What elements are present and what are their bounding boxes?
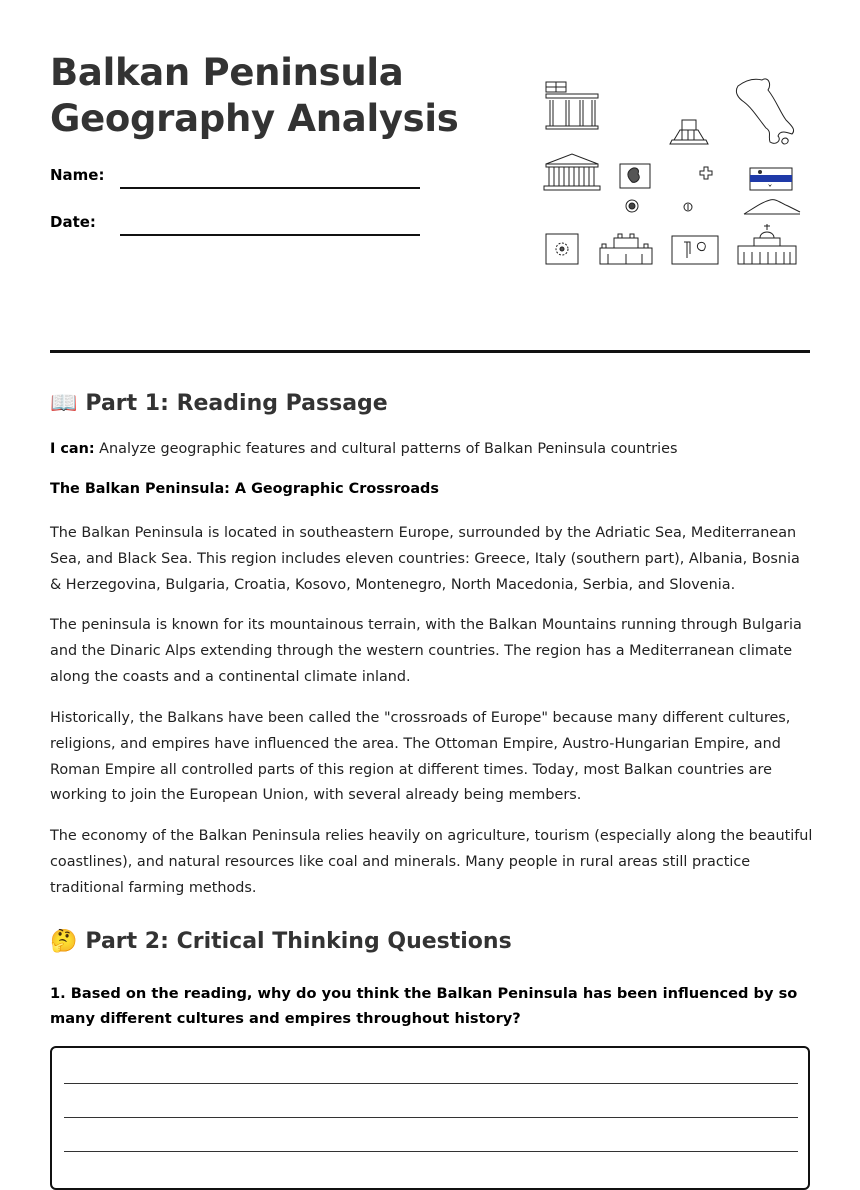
part2-heading	[50, 928, 512, 956]
title-line-1: Balkan Peninsula	[50, 51, 404, 94]
answer-box-1[interactable]	[50, 1046, 810, 1190]
passage-paragraph-1: The Balkan Peninsula is located in southeastern Europe, surrounded by the Adriatic Sea, Mediterranean Sea, and Black Sea. This region includes eleven countries: Greece, Italy (southern part), Albania, Bosnia & Herzegovina, Bulgaria, Croatia, Kosovo, Montenegro, North Macedonia, Serbia, and Slovenia.	[50, 525, 800, 593]
small-emblem-icon	[684, 203, 692, 211]
answer-line	[64, 1083, 798, 1084]
acropolis-icon	[670, 120, 708, 144]
passage-paragraph-2: The peninsula is known for its mountainous terrain, with the Balkan Mountains running through Bulgaria and the Dinaric Alps extending through the western countries. The region has a Mediterranean climate along the coasts and a continental climate inland.	[50, 617, 802, 685]
learning-target	[50, 437, 815, 463]
answer-line	[64, 1117, 798, 1118]
thinking-face-icon: 🤔	[50, 929, 78, 954]
parthenon-icon	[544, 154, 600, 190]
fortress-icon	[600, 234, 652, 264]
flag-eagle-icon	[620, 164, 650, 188]
ican-text: Analyze geographic features and cultural patterns of Balkan Peninsula countries	[94, 441, 678, 457]
greek-temple-icon	[546, 82, 598, 129]
part2-heading-text: Part 2: Critical Thinking Questions	[85, 929, 512, 954]
part1-heading	[50, 390, 388, 418]
part1-heading-text: Part 1: Reading Passage	[85, 391, 388, 416]
passage-paragraph-3: Historically, the Balkans have been called the "crossroads of Europe" because many different cultures, religions, and empires have influenced the area. The Ottoman Empire, Austro-Hungarian Empire, and Roman Empire all controlled parts of this region at different times. Today, most Balkan countries are working to join the European Union, with several already being members.	[50, 710, 791, 804]
mountain-icon	[744, 200, 800, 214]
answer-line	[64, 1151, 798, 1152]
title-line-2: Geography Analysis	[50, 97, 459, 140]
coat-of-arms-icon	[626, 200, 638, 212]
date-field[interactable]	[120, 234, 420, 236]
cathedral-icon	[738, 224, 796, 264]
flag-stripes-icon	[750, 168, 792, 190]
italy-map-icon	[736, 79, 793, 144]
book-icon: 📖	[50, 391, 78, 416]
name-field[interactable]	[120, 187, 420, 189]
passage-title: The Balkan Peninsula: A Geographic Crossroads	[50, 481, 439, 497]
name-label: Name:	[50, 166, 105, 184]
header-divider	[50, 350, 810, 353]
flag-crest-icon	[672, 236, 718, 264]
worksheet-title	[50, 50, 480, 142]
question-1: 1. Based on the reading, why do you think the Balkan Peninsula has been influenced by so many different cultures and empires throughout history?	[50, 985, 798, 1027]
flag-emblem-icon	[546, 234, 578, 264]
passage-paragraph-4: The economy of the Balkan Peninsula relies heavily on agriculture, tourism (especially along the beautiful coastlines), and natural resources like coal and minerals. Many people in rural areas still practice traditional farming methods.	[50, 828, 813, 896]
cross-icon	[700, 167, 712, 179]
balkan-clipart	[540, 74, 810, 274]
ican-label: I can:	[50, 441, 95, 457]
date-label: Date:	[50, 213, 96, 231]
